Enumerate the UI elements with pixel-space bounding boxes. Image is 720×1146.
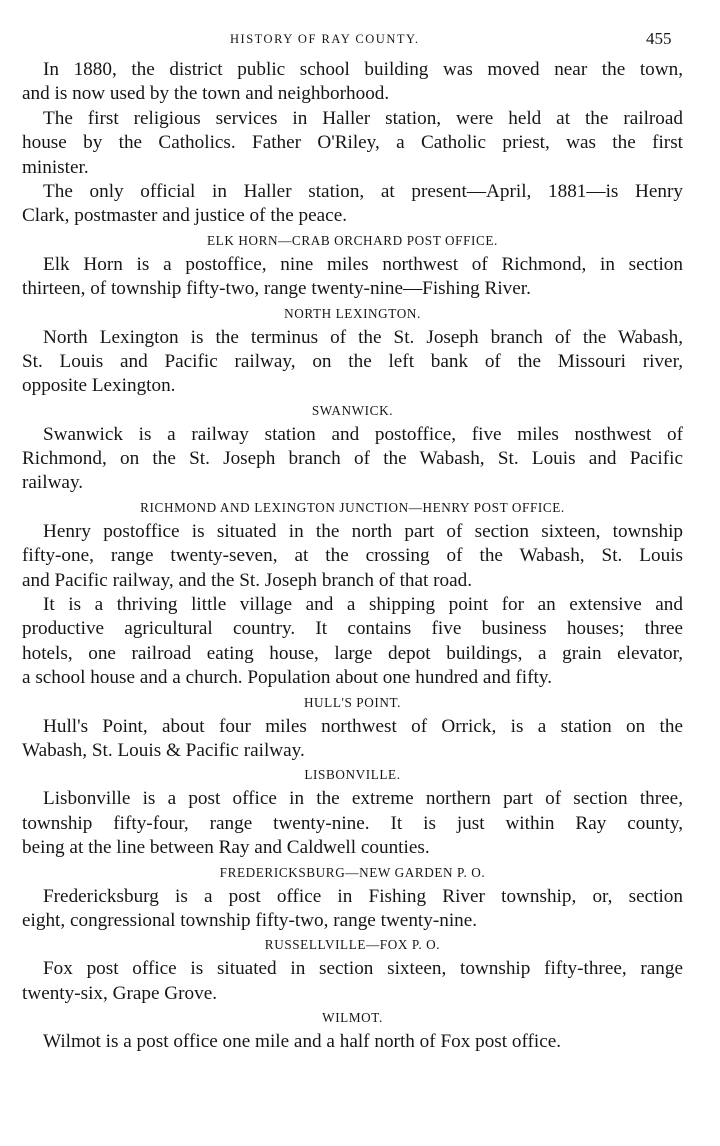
paragraph (22, 787, 683, 860)
text-line: St. Louis and Pacific railway, on the left bank of the Missouri river, (22, 350, 683, 372)
section (22, 763, 683, 860)
page-header (0, 30, 720, 50)
section-heading: FREDERICKSBURG—NEW GARDEN P. O. (219, 864, 486, 880)
text-line: twenty-six, Grape Grove. (22, 982, 218, 1004)
paragraph (22, 885, 683, 934)
text-line: North Lexington is the terminus of the St. Joseph branch of the Wabash, (43, 326, 683, 348)
text-line: Wilmot is a post office one mile and a half north of Fox post office. (43, 1031, 562, 1053)
paragraph (22, 520, 683, 593)
section-heading: WILMOT. (322, 1010, 383, 1026)
section-heading: RICHMOND AND LEXINGTON JUNCTION—HENRY POST OFFICE. (140, 499, 565, 515)
paragraph (22, 180, 683, 229)
section (22, 933, 683, 1006)
text-line: Lisbonville is a post office in the extreme northern part of section three, (43, 788, 683, 810)
paragraph (22, 593, 683, 691)
running-title: HISTORY OF RAY COUNTY. (230, 32, 420, 46)
section (22, 1006, 683, 1054)
section (22, 691, 683, 764)
text-line: Elk Horn is a postoffice, nine miles northwest of Richmond, in section (43, 253, 683, 275)
text-line: Swanwick is a railway station and postoffice, five miles nosthwest of (43, 423, 683, 445)
text-line: and Pacific railway, and the St. Joseph branch of that road. (22, 569, 473, 591)
text-line: a school house and a church. Population about one hundred and fifty. (22, 667, 553, 689)
section-heading: SWANWICK. (311, 402, 394, 418)
section-heading: ELK HORN—CRAB ORCHARD POST OFFICE. (207, 232, 498, 248)
paragraph (22, 423, 683, 496)
page-number: 455 (646, 29, 672, 48)
text-line: Fox post office is situated in section sixteen, township fifty-three, range (43, 958, 683, 980)
text-line: hotels, one railroad eating house, large depot buildings, a grain elevator, (22, 642, 683, 664)
section (22, 861, 683, 934)
section-heading: HULL'S POINT. (303, 694, 402, 710)
text-line: minister. (22, 156, 89, 178)
text-line: It is a thriving little village and a shipping point for an extensive and (43, 594, 683, 616)
paragraph (22, 715, 683, 764)
paragraph (22, 58, 683, 107)
paragraph (22, 107, 683, 180)
section-heading: NORTH LEXINGTON. (284, 305, 421, 321)
text-line: Henry postoffice is situated in the north part of section sixteen, township (43, 520, 683, 542)
section-heading: RUSSELLVILLE—FOX P. O. (264, 937, 441, 953)
text-line: being at the line between Ray and Caldwell counties. (22, 837, 430, 859)
section-heading: LISBONVILLE. (304, 767, 401, 783)
page-body (22, 58, 683, 1055)
text-line: railway. (22, 472, 84, 494)
text-line: township fifty-four, range twenty-nine. It is just within Ray county, (22, 812, 683, 834)
section (22, 399, 683, 496)
paragraph (22, 1030, 683, 1054)
text-line: eight, congressional township fifty-two, range twenty-nine. (22, 909, 478, 931)
section (22, 302, 683, 399)
text-line: In 1880, the district public school building was moved near the town, (43, 59, 683, 80)
paragraph (22, 253, 683, 302)
text-line: The only official in Haller station, at present—April, 1881—is Henry (43, 180, 683, 202)
text-line: Clark, postmaster and justice of the peace. (22, 205, 348, 227)
text-line: house by the Catholics. Father O'Riley, a Catholic priest, was the first (22, 132, 683, 154)
text-line: fifty-one, range twenty-seven, at the crossing of the Wabash, St. Louis (22, 545, 683, 567)
text-line: and is now used by the town and neighborhood. (22, 83, 390, 105)
text-line: Hull's Point, about four miles northwest of Orrick, is a station on the (43, 715, 683, 737)
text-line: Fredericksburg is a post office in Fishing River township, or, section (43, 885, 683, 907)
text-line: Richmond, on the St. Joseph branch of the Wabash, St. Louis and Pacific (22, 448, 683, 470)
section (22, 229, 683, 302)
text-line: thirteen, of township fifty-two, range twenty-nine—Fishing River. (22, 278, 531, 300)
section (22, 496, 683, 691)
paragraph (22, 326, 683, 399)
text-line: opposite Lexington. (22, 375, 176, 397)
section (22, 58, 683, 229)
text-line: productive agricultural country. It contains five business houses; three (22, 618, 683, 640)
text-line: Wabash, St. Louis & Pacific railway. (22, 739, 305, 761)
text-line: The first religious services in Haller station, were held at the railroad (43, 107, 683, 129)
paragraph (22, 957, 683, 1006)
